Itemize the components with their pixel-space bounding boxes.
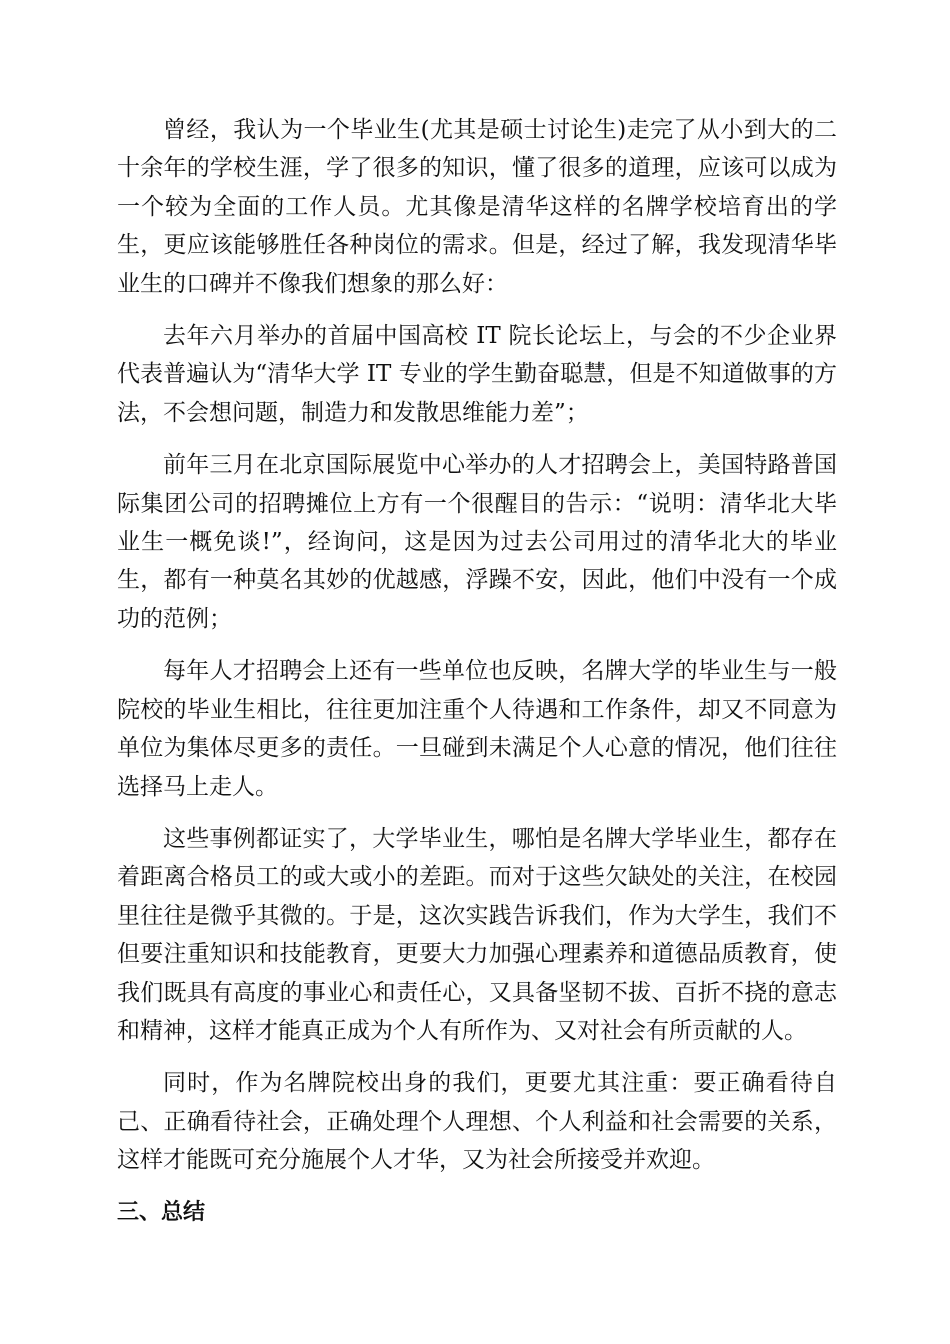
paragraph-2: 去年六月举办的首届中国高校 IT 院长论坛上，与会的不少企业界代表普遍认为“清华大学 IT 专业的学生勤奋聪慧，但是不知道做事的方法，不会想问题，制造力和发散思维能力差”； [117, 323, 837, 426]
paragraph-5: 这些事例都证实了，大学毕业生，哪怕是名牌大学毕业生，都存在着距离合格员工的或大或小的差距。而对于这些欠缺处的关注，在校园里往往是微乎其微的。于是，这次实践告诉我们，作为大学生，我们不但要注重知识和技能教育，更要大力加强心理素养和道德品质教育，使我们既具有高度的事业心和责任心，又具备坚韧不拔、百折不挠的意志和精神，这样才能真正成为个人有所作为、又对社会有所贡献的人。 [117, 825, 837, 1044]
paragraph-4: 每年人才招聘会上还有一些单位也反映，名牌大学的毕业生与一般院校的毕业生相比，往往更加注重个人待遇和工作条件，却又不同意为单位为集体尽更多的责任。一旦碰到未满足个人心意的情况，他们往往选择马上走人。 [117, 658, 837, 800]
document-body [117, 111, 837, 1232]
paragraph-6: 同时，作为名牌院校出身的我们，更要尤其注重：要正确看待自己、正确看待社会，正确处理个人理想、个人利益和社会需要的关系，这样才能既可充分施展个人才华，又为社会所接受并欢迎。 [117, 1070, 837, 1174]
paragraph-3: 前年三月在北京国际展览中心举办的人才招聘会上，美国特路普国际集团公司的招聘摊位上方有一个很醒目的告示：“说明：清华北大毕业生一概免谈!”，经询问，这是因为过去公司用过的清华北大的毕业生，都有一种莫名其妙的优越感，浮躁不安，因此，他们中没有一个成功的范例； [117, 452, 837, 632]
section-heading: 三、总结 [117, 1199, 206, 1225]
paragraph-1: 曾经，我认为一个毕业生(尤其是硕士讨论生)走完了从小到大的二十余年的学校生涯，学了很多的知识，懂了很多的道理，应该可以成为一个较为全面的工作人员。尤其像是清华这样的名牌学校培育出的学生，更应该能够胜任各种岗位的需求。但是，经过了解，我发现清华毕业生的口碑并不像我们想象的那么好： [117, 117, 837, 297]
